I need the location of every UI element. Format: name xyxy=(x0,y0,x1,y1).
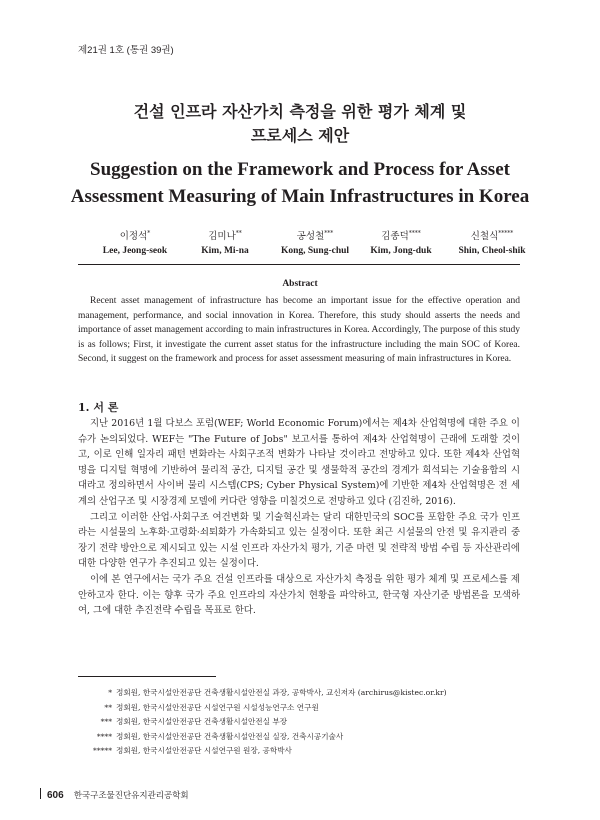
abstract-heading: Abstract xyxy=(282,279,318,289)
footnote-mark: ***** xyxy=(93,746,112,756)
footnote-text: 정회원, 한국시설안전공단 건축생활시설안전실 과장, 공학박사, 교신저자 (archirus@kistec.or.kr) xyxy=(116,688,447,697)
footnote-mark: **** xyxy=(96,731,112,741)
footnote-text: 정회원, 한국시설안전공단 건축생활시설안전실 실장, 건축시공기술사 xyxy=(116,731,344,741)
author-mark: ***** xyxy=(498,230,514,237)
body-paragraph: 그리고 이러한 산업·사회구조 여건변화 및 기술혁신과는 달리 대한민국의 SOC를 포함한 주요 국가 인프라는 시설물의 노후화·고령화·쇠퇴화가 가속화되고 있는 실정이다. 또한 최근 시설물의 안전 및 유지관리 중장기 전략 방안으로 제시되고 있는 시설 인프라 자산가치 평가, 기준 마련 및 전략적 방법 수립 등 자산관리에 대한 다양한 연구가 추진되고 있는 실정이다. xyxy=(78,511,520,570)
english-title-line-1: Suggestion on the Framework and Process for Asset xyxy=(90,159,510,180)
author-mark: * xyxy=(147,230,151,237)
author-mark: ** xyxy=(235,230,242,237)
section-body xyxy=(78,416,520,619)
author-english-name: Kim, Mi-na xyxy=(201,246,249,257)
footer-bar xyxy=(40,788,41,799)
author-english-name: Kim, Jong-duk xyxy=(370,246,432,257)
issue-label: 제21권 1호 (통권 39권) xyxy=(78,45,174,56)
footnote-text: 정회원, 한국시설안전공단 시설연구원 시설성능연구소 연구원 xyxy=(116,702,319,712)
footnote xyxy=(78,686,520,701)
footnote xyxy=(78,701,520,716)
author-1 xyxy=(80,227,190,258)
footnote-mark: * xyxy=(108,688,112,697)
author-korean-name: 공성철 xyxy=(296,231,325,243)
footnote xyxy=(78,715,520,730)
page-footer xyxy=(40,788,189,801)
footnote-text: 정회원, 한국시설안전공단 건축생활시설안전실 부장 xyxy=(116,717,288,727)
author-2 xyxy=(180,227,270,258)
author-english-name: Shin, Cheol-shik xyxy=(458,246,526,257)
author-korean-name: 김미나 xyxy=(208,231,236,243)
abstract-text: Recent asset management of infrastructure has become an important issue for the effective operation and management, performance, and social innovation in Korea. Therefore, this study should asserts the needs and importance of asset management according to main infrastructures in Korea. Accordingly, The purpose of this study is as follows; First, it investigate the current asset status for the infrastructure including the main SOC of Korea. Second, it suggest on the framework and process for asset assessment measuring of main infrastructures in Korea. xyxy=(78,296,520,365)
author-mark: **** xyxy=(408,230,421,237)
korean-title-line-1: 건설 인프라 자산가치 측정을 위한 평가 체계 및 xyxy=(133,102,467,121)
section-heading: 1. 서 론 xyxy=(78,401,119,414)
footnote-mark: *** xyxy=(100,717,112,727)
footnote-list xyxy=(78,686,520,759)
author-5 xyxy=(434,227,550,258)
journal-name: 한국구조물진단유지관리공학회 xyxy=(73,790,189,800)
author-mark: *** xyxy=(324,230,334,237)
footnote-divider xyxy=(78,676,216,677)
author-korean-name: 신철식 xyxy=(470,231,499,243)
footnote-mark: ** xyxy=(104,702,112,712)
footnote-text: 정회원, 한국시설안전공단 시설연구원 원장, 공학박사 xyxy=(116,746,292,756)
author-english-name: Lee, Jeong-seok xyxy=(102,246,168,257)
body-paragraph: 지난 2016년 1월 다보스 포럼(WEF; World Economic Forum)에서는 제4차 산업혁명에 대한 주요 이슈가 논의되었다. WEF는 "The Future of Jobs" 보고서를 통하여 제4차 산업혁명이 근래에 도래할 것이고, 이로 인해 일자리 패턴 변화라는 사회구조적 변화가 나타날 것이라고 전망하고 있다. 또한 제4차 산업혁명을 디지털 혁명에 기반하여 물리적 공간, 디지털 공간 및 생물학적 공간의 경계가 희석되는 기술융합의 시대라고 정의하면서 사이버 물리 시스템(CPS; Cyber Physical System)에 기반한 제4차 산업혁명은 전 세계의 산업구조 및 시장경제 모델에 커다란 영향을 미칠것으로 전망하고 있다 (김진하, 2016). xyxy=(78,418,520,507)
page-number: 606 xyxy=(47,790,64,801)
korean-title-line-2: 프로세스 제안 xyxy=(250,126,350,145)
body-paragraph: 이에 본 연구에서는 국가 주요 건설 인프라를 대상으로 자산가치 측정을 위한 평가 체계 및 프로세스를 제안하고자 한다. 이는 향후 국가 주요 인프라의 자산가치 현황을 파악하고, 한국형 자산기준 방법론을 모색하여, 그에 대한 추진전략 수립을 목표로 한다. xyxy=(78,573,520,617)
author-korean-name: 이정석 xyxy=(119,231,148,243)
english-title-line-2: Assessment Measuring of Main Infrastructures in Korea xyxy=(70,186,530,207)
title-divider xyxy=(78,264,520,265)
author-korean-name: 김종덕 xyxy=(381,231,409,243)
footnote xyxy=(78,730,520,745)
author-english-name: Kong, Sung-chul xyxy=(280,246,350,257)
footnote xyxy=(78,744,520,759)
